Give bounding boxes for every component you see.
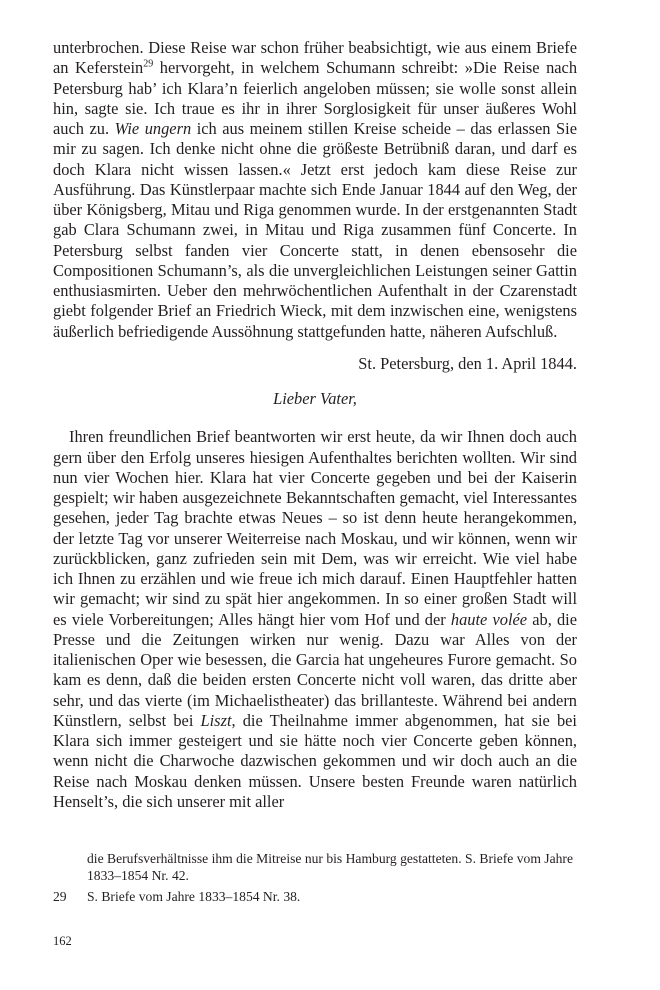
intro-text-part-1: unterbrochen. Diese Reise war schon früher beabsichtigt, wie aus einem Briefe an Keferstein [53,38,577,78]
footnote-number: 29 [53,889,67,904]
letter-salutation: Lieber Vater, [273,389,357,408]
emphasis-liszt: Liszt [200,710,232,730]
page-number: 162 [53,934,72,948]
letter-dateline: St. Petersburg, den 1. April 1844. [358,353,577,373]
intro-text-part-3: ich aus meinem stillen Kreise scheide – das erlassen Sie mir zu sagen. Ich denke nicht ohne die größeste Betrübniß daran, und darf es doch Klara nicht wissen lassen.« Jetzt erst jedoch kam diese Reise zur Ausführung. Das Künstlerpaar machte sich Ende Januar 1844 auf den Weg, der über Königsberg, Mitau und Riga genommen wurde. In der erstgenannten Stadt gab Clara Schumann zwei, in Mitau und Riga zusammen fünf Concerte. In Petersburg selbst fanden vier Concerte statt, in denen ebensosehr die Compositionen Schumann’s, als die unvergleichlichen Leistungen seiner Gattin enthusiasmirten. Ueber den mehrwöchentlichen Aufenthalt in der Czarenstadt giebt folgender Brief an Friedrich Wieck, mit dem inzwischen eine, wenigstens äußerlich befriedigende Aussöhnung stattgefunden hatte, näheren Aufschluß. [53,119,577,341]
paragraph-letter [53,427,577,812]
main-text [53,38,577,812]
emphasis-haute-volee: haute volée [450,609,528,629]
letter-text-part-2: ab, die Presse und die Zeitungen wirken nur wenig. Dazu war Alles von der italienischen Oper wie besessen, die Garcia hat ungeheures Furore gemacht. So kam es denn, daß die beiden ersten Concerte nicht voll waren, das dritte aber sehr, und das vierte (im Michaelistheater) das brillanteste. Während bei andern Künstlern, selbst bei [53,609,577,730]
letter-text-part-1: Ihren freundlichen Brief beantworten wir erst heute, da wir Ihnen doch auch gern über den Erfolg unseres hiesigen Aufenthaltes berichten wollten. Wir sind nun vier Wochen hier. Klara hat vier Concerte gegeben und bei der Kaiserin gespielt; wir haben ausgezeichnete Bekanntschaften gemacht, viel Interessantes gesehen, jeder Tag brachte etwas Neues – so ist denn heute herangekommen, der letzte Tag vor unserer Weiterreise nach Moskau, und wir können, wenn wir zurückblicken, ganz zufrieden sein mit Dem, was wir erreicht. Wie viel habe ich Ihnen zu erzählen und wie freue ich mich darauf. Einen Hauptfehler hatten wir gemacht; wir sind zu spät hier angekommen. In so einer großen Stadt will es viele Vorbereitungen; Alles hängt hier vom Hof und der [53,427,577,629]
footnote-reference-29: 29 [143,58,154,70]
emphasis-wie-ungern: Wie ungern [114,119,192,138]
footnotes [53,850,577,905]
footnote-text: S. Briefe vom Jahre 1833–1854 Nr. 38. [87,889,301,904]
footnote-continuation: die Berufsverhältnisse ihm die Mitreise nur bis Hamburg gestatteten. S. Briefe vom Jahre 1833–1854 Nr. 42. [87,851,573,883]
intro-text-part-2: hervorgeht, in welchem Schumann schreibt: »Die Reise nach Petersburg hab’ ich Klara’n feierlich angeloben müssen; sie wolle sonst allein hin, sagte sie. Ich traue es ihr in ihrer Sorglosigkeit für unser äußeres Wohl auch zu. [53,58,578,138]
paragraph-intro [53,38,577,342]
letter-text-part-3: , die Theilnahme immer abgenommen, hat sie bei Klara sich immer gesteigert und sie hätte noch vier Concerte geben können, wenn nicht die Charwoche dazwischen gekommen und wir doch auch an die Reise nach Moskau denken müssen. Unsere besten Freunde waren natürlich Henselt’s, die sich unserer mit aller [53,710,577,811]
footnote-29 [53,888,577,905]
